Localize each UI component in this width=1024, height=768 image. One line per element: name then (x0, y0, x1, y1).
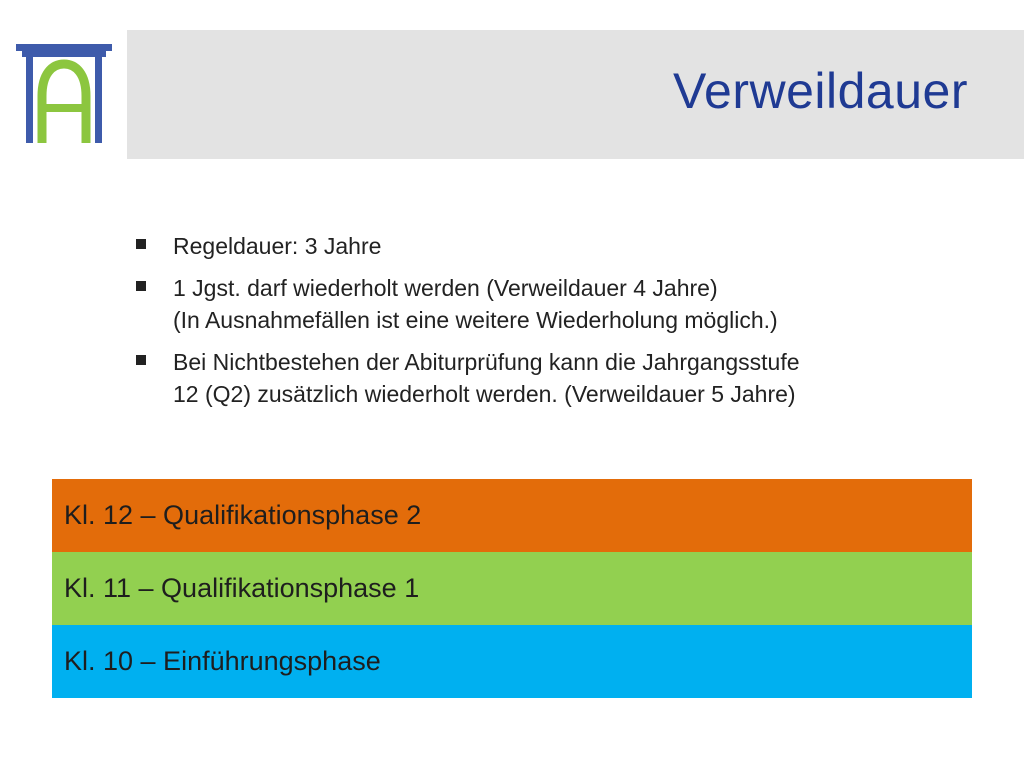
bullet-list (130, 230, 990, 420)
bullet-text-line: (In Ausnahmefällen ist eine weitere Wiederholung möglich.) (173, 307, 778, 333)
phase-bar-introduction (52, 625, 972, 698)
square-bullet-icon (136, 239, 146, 249)
square-bullet-icon (136, 355, 146, 365)
bullet-item (130, 230, 990, 262)
slide-title: Verweildauer (672, 63, 968, 119)
bullet-item (130, 346, 990, 410)
phase-label: Kl. 11 – Qualifikationsphase 1 (64, 573, 420, 603)
bullet-text-line: 12 (Q2) zusätzlich wiederholt werden. (Verweildauer 5 Jahre) (173, 381, 796, 407)
phase-bar-q1 (52, 552, 972, 625)
bullet-text-line: Regeldauer: 3 Jahre (173, 233, 382, 259)
phase-label: Kl. 12 – Qualifikationsphase 2 (64, 500, 422, 530)
bullet-text-line: 1 Jgst. darf wiederholt werden (Verweildauer 4 Jahre) (173, 275, 718, 301)
school-arch-logo-icon (16, 44, 112, 144)
bullet-item (130, 272, 990, 336)
phase-label: Kl. 10 – Einführungsphase (64, 646, 381, 676)
bullet-text-line: Bei Nichtbestehen der Abiturprüfung kann die Jahrgangsstufe (173, 349, 800, 375)
square-bullet-icon (136, 281, 146, 291)
phase-bar-q2 (52, 479, 972, 552)
